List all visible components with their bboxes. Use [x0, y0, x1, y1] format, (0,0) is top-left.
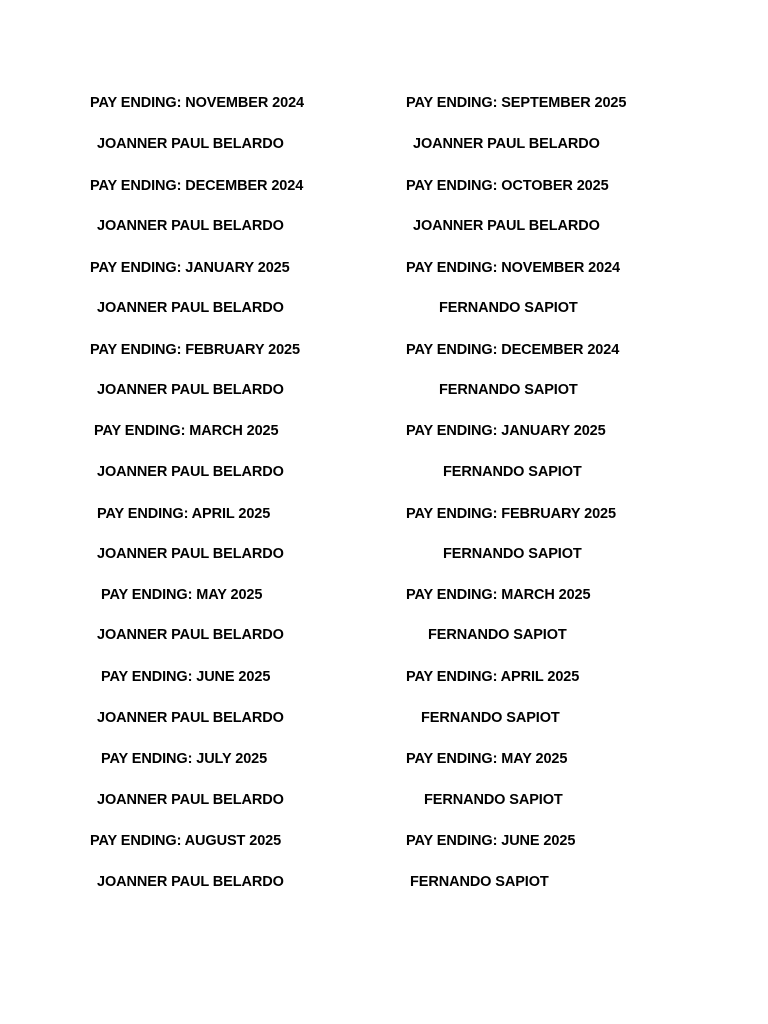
employee-name: JOANNER PAUL BELARDO	[97, 382, 284, 398]
employee-name: FERNANDO SAPIOT	[421, 710, 560, 726]
employee-name: FERNANDO SAPIOT	[428, 627, 567, 643]
pay-ending-label: PAY ENDING: JANUARY 2025	[406, 423, 606, 439]
pay-ending-label: PAY ENDING: MAY 2025	[101, 587, 263, 603]
pay-ending-label: PAY ENDING: SEPTEMBER 2025	[406, 95, 627, 111]
employee-name: JOANNER PAUL BELARDO	[97, 218, 284, 234]
pay-ending-label: PAY ENDING: MARCH 2025	[406, 587, 591, 603]
employee-name: JOANNER PAUL BELARDO	[97, 627, 284, 643]
pay-ending-label: PAY ENDING: APRIL 2025	[97, 506, 271, 522]
employee-name: JOANNER PAUL BELARDO	[97, 136, 284, 152]
pay-ending-label: PAY ENDING: MARCH 2025	[94, 423, 279, 439]
employee-name: FERNANDO SAPIOT	[443, 464, 582, 480]
pay-ending-label: PAY ENDING: OCTOBER 2025	[406, 178, 609, 194]
pay-ending-label: PAY ENDING: JULY 2025	[101, 751, 268, 767]
employee-name: JOANNER PAUL BELARDO	[97, 546, 284, 562]
pay-ending-label: PAY ENDING: FEBRUARY 2025	[90, 342, 300, 358]
employee-name: JOANNER PAUL BELARDO	[97, 792, 284, 808]
employee-name: FERNANDO SAPIOT	[424, 792, 563, 808]
employee-name: FERNANDO SAPIOT	[443, 546, 582, 562]
employee-name: JOANNER PAUL BELARDO	[97, 874, 284, 890]
employee-name: JOANNER PAUL BELARDO	[97, 300, 284, 316]
pay-ending-label: PAY ENDING: JUNE 2025	[101, 669, 271, 685]
employee-name: JOANNER PAUL BELARDO	[413, 136, 600, 152]
pay-ending-label: PAY ENDING: JUNE 2025	[406, 833, 576, 849]
employee-name: FERNANDO SAPIOT	[439, 382, 578, 398]
employee-name: JOANNER PAUL BELARDO	[413, 218, 600, 234]
pay-ending-label: PAY ENDING: NOVEMBER 2024	[406, 260, 620, 276]
employee-name: JOANNER PAUL BELARDO	[97, 464, 284, 480]
pay-ending-label: PAY ENDING: JANUARY 2025	[90, 260, 290, 276]
pay-ending-label: PAY ENDING: AUGUST 2025	[90, 833, 282, 849]
pay-ending-label: PAY ENDING: FEBRUARY 2025	[406, 506, 616, 522]
pay-ending-label: PAY ENDING: APRIL 2025	[406, 669, 580, 685]
employee-name: FERNANDO SAPIOT	[439, 300, 578, 316]
pay-ending-label: PAY ENDING: MAY 2025	[406, 751, 568, 767]
employee-name: JOANNER PAUL BELARDO	[97, 710, 284, 726]
employee-name: FERNANDO SAPIOT	[410, 874, 549, 890]
pay-ending-label: PAY ENDING: NOVEMBER 2024	[90, 95, 304, 111]
pay-ending-label: PAY ENDING: DECEMBER 2024	[406, 342, 620, 358]
pay-ending-label: PAY ENDING: DECEMBER 2024	[90, 178, 304, 194]
